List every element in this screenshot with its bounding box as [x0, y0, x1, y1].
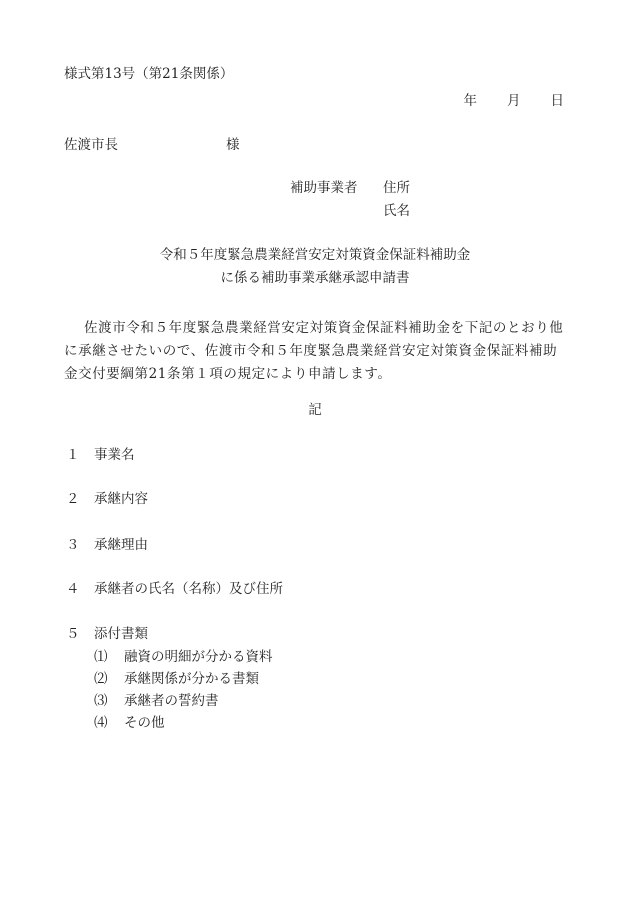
attachment-number: ⑶ [94, 693, 108, 709]
date-line [464, 95, 565, 109]
attachment-item [94, 651, 273, 665]
attachment-number: ⑵ [94, 671, 108, 687]
document-title-line-2: に係る補助事業承継承認申請書 [220, 270, 410, 286]
applicant-address-label: 住所 [383, 180, 410, 196]
body-paragraph: 佐渡市令和５年度緊急農業経営安定対策資金保証料補助金を下記のとおり他に承継させたいので、佐渡市令和５年度緊急農業経営安定対策資金保証料補助金交付要綱第21条第１項の規定により申請します。 [64, 320, 564, 382]
list-item-label: 事業名 [94, 447, 135, 463]
list-item-label: 承継理由 [94, 537, 148, 553]
attachment-item [94, 695, 219, 709]
attachment-label: 承継関係が分かる書類 [124, 671, 259, 687]
list-item-number: ５ [66, 626, 80, 642]
list-item-label: 承継内容 [94, 491, 148, 507]
attachment-item [94, 717, 165, 731]
list-item [66, 628, 148, 642]
list-item-number: １ [66, 447, 80, 463]
attachment-label: 承継者の誓約書 [124, 693, 219, 709]
attachment-item [94, 673, 259, 687]
record-heading: 記 [308, 402, 322, 418]
list-item-number: ４ [66, 581, 80, 597]
list-item-label: 承継者の氏名（名称）及び住所 [94, 581, 283, 597]
list-item [66, 583, 283, 597]
form-number: 様式第13号（第21条関係） [64, 66, 234, 82]
addressee [64, 139, 240, 153]
list-item [66, 493, 148, 507]
date-year-label: 年 [463, 93, 477, 109]
list-item [66, 449, 135, 463]
attachment-label: その他 [124, 715, 165, 731]
list-item [66, 539, 148, 553]
list-item-number: ３ [66, 537, 80, 553]
addressee-honorific: 様 [226, 137, 240, 153]
list-item-number: ２ [66, 491, 80, 507]
attachment-label: 融資の明細が分かる資料 [124, 649, 273, 665]
date-day-label: 日 [550, 93, 564, 109]
document-title-line-1: 令和５年度緊急農業経営安定対策資金保証料補助金 [159, 247, 471, 263]
date-month-label: 月 [507, 93, 521, 109]
applicant-name-label: 氏名 [383, 203, 410, 219]
attachment-number: ⑴ [94, 649, 108, 665]
addressee-name: 佐渡市長 [64, 137, 118, 153]
applicant-label: 補助事業者 [290, 180, 358, 196]
attachment-number: ⑷ [94, 715, 108, 731]
list-item-label: 添付書類 [94, 626, 148, 642]
